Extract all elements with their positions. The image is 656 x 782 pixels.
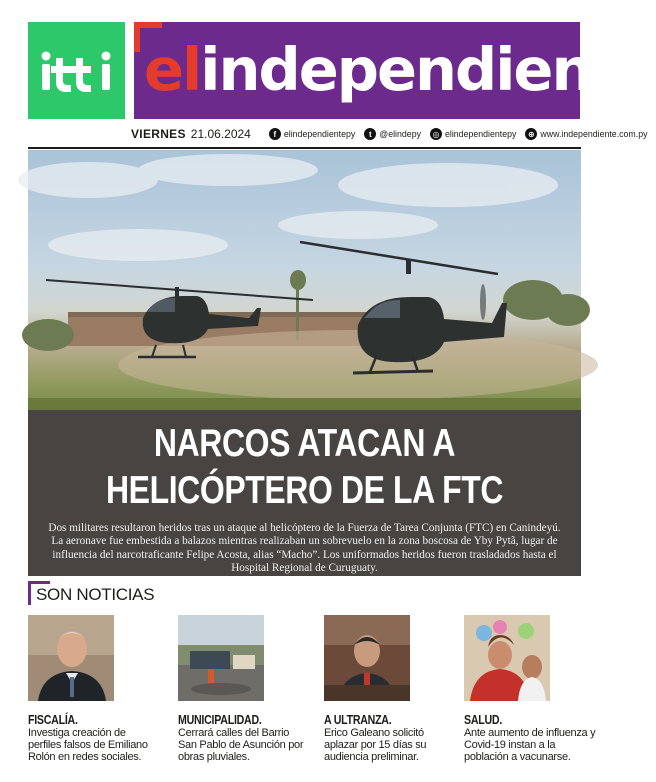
grass-strip	[28, 398, 581, 410]
vaccination-photo	[464, 615, 550, 701]
title-corner-accent-vertical	[134, 22, 140, 52]
instagram-handle: elindependientepy	[444, 129, 517, 139]
brief-photo	[28, 615, 114, 701]
instagram-icon: ◎	[430, 128, 442, 140]
header-rule	[28, 147, 581, 149]
brief-summary: Erico Galeano solicitó aplazar por 15 días su audiencia preliminar.	[324, 727, 427, 764]
lead-headline-line2: HELICÓPTERO DE LA FTC	[105, 469, 504, 512]
twitter-link[interactable]	[364, 128, 421, 140]
brief-photo	[178, 615, 264, 701]
portrait-official-photo	[28, 615, 114, 701]
globe-icon: ⊕	[525, 128, 537, 140]
newspaper-title	[144, 26, 656, 114]
lead-headline	[78, 420, 531, 514]
brief-kicker: FISCALÍA.	[28, 713, 78, 727]
legislator-photo	[324, 615, 410, 701]
lead-photo[interactable]	[28, 150, 581, 410]
brief-summary: Cerrará calles del Barrio San Pablo de Asunción por obras pluviales.	[178, 727, 304, 764]
clouds	[18, 154, 558, 261]
lead-story-panel[interactable]	[28, 410, 581, 576]
brief-kicker: MUNICIPALIDAD.	[178, 713, 262, 727]
issue-date: 21.06.2024	[190, 127, 251, 141]
lead-headline-line1: NARCOS ATACAN A	[153, 422, 456, 465]
itti-logo[interactable]	[28, 22, 125, 119]
section-title-text: SON NOTICIAS	[36, 585, 155, 604]
brief-photo	[324, 615, 410, 701]
title-prefix: el	[144, 35, 201, 104]
facebook-handle: elindependientepy	[283, 129, 356, 139]
brief-kicker: SALUD.	[464, 713, 503, 727]
section-mark-top	[28, 581, 50, 584]
date-social-bar	[131, 125, 648, 143]
issue-day: VIERNES	[131, 127, 186, 141]
news-briefs	[28, 615, 596, 775]
twitter-handle: @elindepy	[379, 129, 421, 139]
website-link[interactable]	[525, 128, 647, 140]
social-links	[269, 128, 648, 140]
brief-photo	[464, 615, 550, 701]
section-mark	[28, 583, 31, 605]
brief-kicker: A ULTRANZA.	[324, 713, 392, 727]
helicopters-photo	[28, 150, 581, 410]
masthead	[28, 22, 656, 120]
brief-summary: Investiga creación de perfiles falsos de Emiliano Rolón en redes sociales.	[28, 727, 148, 764]
twitter-icon: t	[364, 128, 376, 140]
lead-lede: Dos militares resultaron heridos tras un ataque al helicóptero de la Fuerza de Tarea Conjunta (FTC) en Canindeyú. La aeronave fue embestida a balazos mientras realizaban un sobrevuelo en la zona boscosa de Yby Pytã, lugar de influencia del narcotraficante Felipe Acosta, alias “Macho”. Los uniformados heridos fueron trasladados hasta el Hospital Regional de Curuguaty.	[48, 522, 561, 574]
website-url: www.independiente.com.py	[540, 129, 648, 139]
newspaper-title-block[interactable]	[134, 22, 656, 119]
street-works-photo	[178, 615, 264, 701]
facebook-link[interactable]	[269, 128, 355, 140]
facebook-icon: f	[269, 128, 281, 140]
section-title-son-noticias	[28, 581, 154, 605]
brief-summary: Ante aumento de influenza y Covid-19 instan a la población a vacunarse.	[464, 727, 596, 764]
itti-logo-mark	[38, 48, 116, 94]
instagram-link[interactable]	[430, 128, 516, 140]
title-main: independiente	[200, 35, 656, 104]
